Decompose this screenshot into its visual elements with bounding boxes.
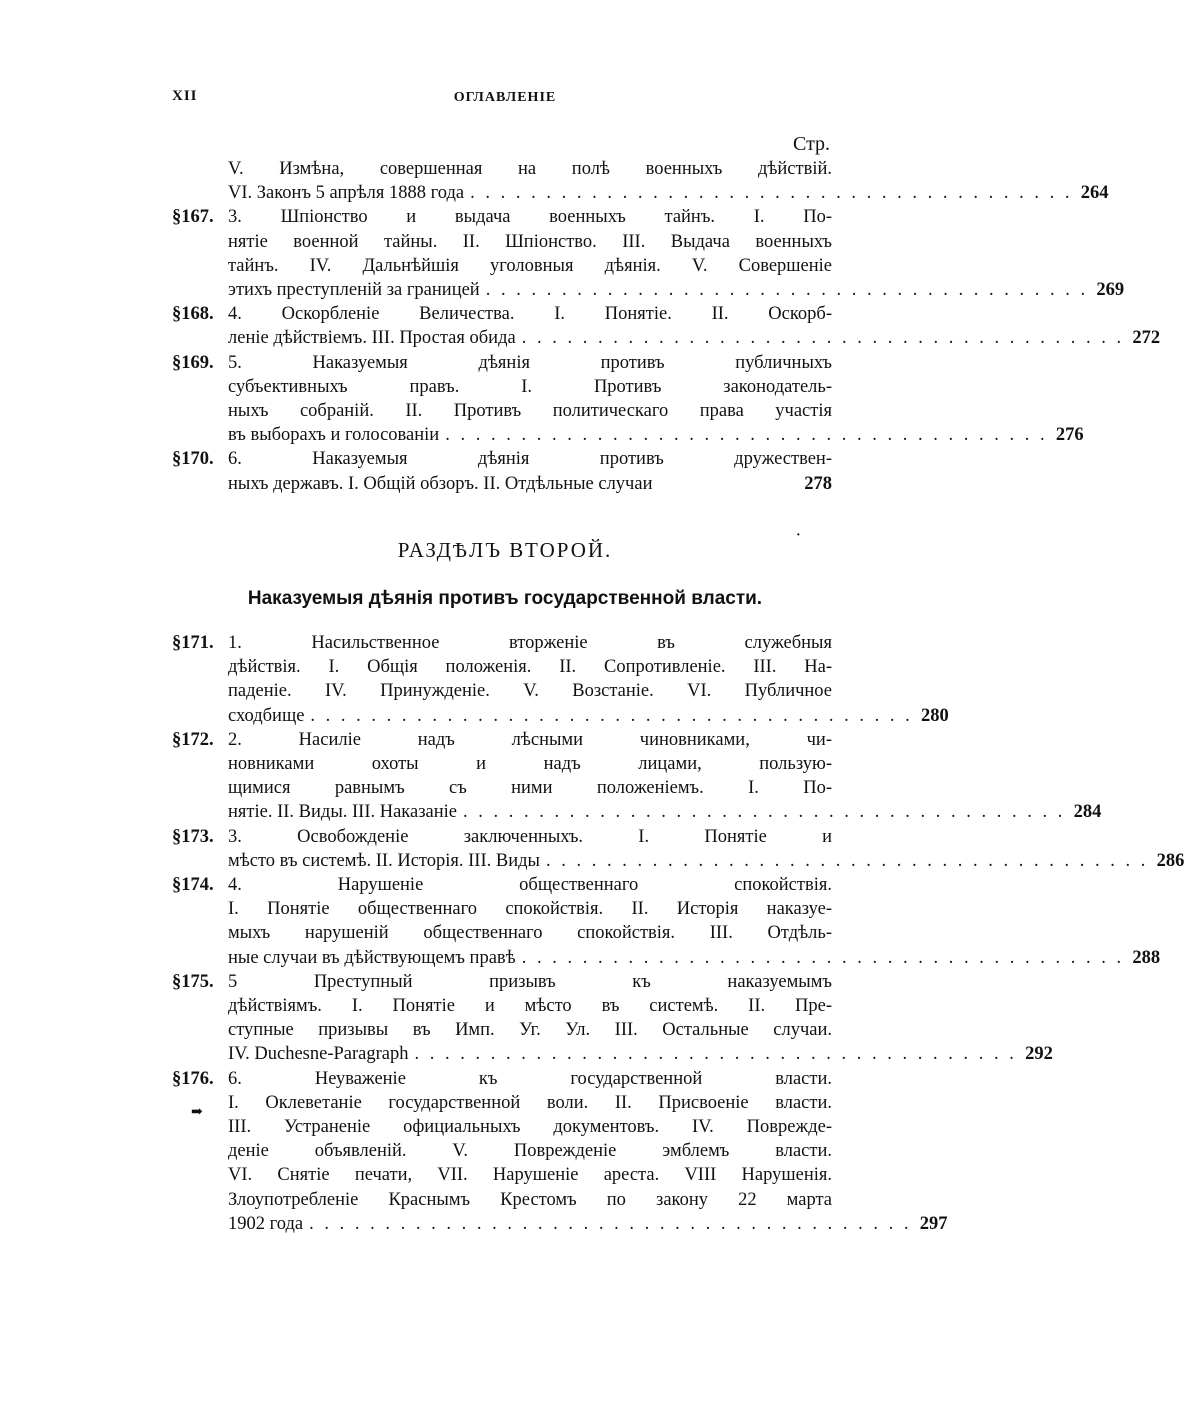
entry-text-line: щимися равнымъ съ ними положеніемъ. I. По- [228,778,832,799]
page-ref: 286 [1156,850,1184,871]
dot-leader: . . . . . . . . . . . . . . . . . . . . . . . . . . . . . . . . . . . . . . . . [445,425,1048,446]
entry-text-line: ныхъ собраній. II. Противъ политическаго права участія [228,401,832,422]
section-number: §172. [172,729,214,750]
dot-leader: . . . . . . . . . . . . . . . . . . . . . . . . . . . . . . . . . . . . . . . . [545,850,1149,871]
entry-text-line: паденіе. IV. Принужденіе. V. Возстаніе. VI. Публичное [228,681,832,702]
entry-text-line: деніе объявленій. V. Поврежденіе эмблемъ власти. [228,1141,832,1162]
page-ref: 284 [1073,802,1102,823]
section-number: §175. [172,971,214,992]
toc-entry [172,302,1161,350]
entry-text-line: сходбище [228,705,305,726]
entry-text-line: въ выборахъ и голосованіи [228,425,440,446]
entry-text-line: ступные призывы въ Имп. Уг. Ул. III. Остальные случаи. [228,1020,832,1041]
toc-entry [172,631,949,728]
entry-text-line: 4. Оскорбленіе Величества. I. Понятіе. II. Оскорб- [228,304,832,325]
entry-text-line: этихъ преступленій за границей [228,280,480,301]
entry-text-line: мѣсто въ системѣ. II. Исторія. III. Виды [228,850,540,871]
entry-text-line: VI. Законъ 5 апрѣля 1888 года [228,183,465,204]
entry-text-line: ныхъ державъ. I. Общій обзоръ. II. Отдѣльные случаи [228,473,653,494]
page-ref: 297 [919,1213,948,1234]
print-speck: ➡ [191,1105,203,1120]
dot-leader: . . . . . . . . . . . . . . . . . . . . . . . . . . . . . . . . . . . . . . . . [521,328,1125,349]
page-ref: 269 [1096,280,1125,301]
entry-text-line: 5. Наказуемыя дѣянія противъ публичныхъ [228,352,832,373]
section-number: §174. [172,875,214,896]
entry-text-line: леніе дѣйствіемъ. III. Простая обида [228,328,516,349]
entry-last-line [228,849,1184,873]
dot-leader: . . . . . . . . . . . . . . . . . . . . . . . . . . . . . . . . . . . . . . . . [470,183,1073,204]
entry-text-line: 5 Преступный призывъ къ наказуемымъ [228,971,832,992]
dot-leader: . . . . . . . . . . . . . . . . . . . . . . . . . . . . . . . . . . . . . . . . [521,947,1125,968]
section-title: РАЗДѢЛЪ ВТОРОЙ. [397,538,613,562]
entry-text-line: 4. Нарушеніе общественнаго спокойствія. [228,875,832,896]
entry-text-line: тайнъ. IV. Дальнѣйшія уголовныя дѣянія. V. Совершеніе [228,255,832,276]
toc-entry [172,825,1184,873]
entry-text-line: ные случаи въ дѣйствующемъ правѣ [228,947,516,968]
toc-entry [172,157,1109,205]
dot-leader: . . . . . . . . . . . . . . . . . . . . . . . . . . . . . . . . . . . . . . . . [310,705,913,726]
page-ref: 278 [804,473,832,494]
page-ref: 292 [1025,1044,1053,1065]
dot-leader: . . . . . . . . . . . . . . . . . . . . . . . . . . . . . . . . . . . . . . . . [309,1213,912,1234]
section-number: §176. [172,1068,214,1089]
entry-last-line [228,423,1084,447]
entry-text-line: 2. Насиліе надъ лѣсными чиновниками, чи- [228,729,832,750]
page-column-label: Стр. [793,133,831,155]
entry-text-line: VI. Снятіе печати, VII. Нарушеніе ареста. VIII Нарушенія. [228,1165,832,1186]
entry-text-line: IV. Duchesne-Paragraph [228,1044,409,1065]
dot-leader: . . . . . . . . . . . . . . . . . . . . . . . . . . . . . . . . . . . . . . . . [414,1044,1017,1065]
toc-entry [172,205,1125,302]
entry-last-line [228,326,1161,350]
entry-text-line: 6. Неуваженіе къ государственной власти. [228,1068,832,1089]
section-number: §167. [172,207,214,228]
running-title: ОГЛАВЛЕНІЕ [453,90,557,105]
entry-last-line [228,181,1109,205]
toc-part-2 [172,631,1184,1236]
section-number: §168. [172,304,214,325]
dot-leader: . . . . . . . . . . . . . . . . . . . . . . . . . . . . . . . . . . . . . . . . [463,802,1066,823]
toc-entry [172,1067,948,1236]
entry-text-line: субъективныхъ правъ. I. Противъ законодатель- [228,376,832,397]
page-ref: 288 [1132,947,1161,968]
entry-last-line [228,946,1161,970]
entry-last-line [228,278,1125,302]
section-number: §169. [172,352,214,373]
entry-text-line: V. Измѣна, совершенная на полѣ военныхъ дѣйствій. [228,159,832,179]
entry-text-line: дѣйствіямъ. I. Понятіе и мѣсто въ системѣ. II. Пре- [228,996,832,1017]
section-number: §173. [172,826,214,847]
entry-last-line [228,1042,1053,1066]
entry-text-line: I. Оклеветаніе государственной воли. II. Присвоеніе власти. [228,1092,832,1113]
toc-entry [172,970,1053,1067]
entry-last-line [228,704,949,728]
entry-text-line: 3. Освобожденіе заключенныхъ. I. Понятіе и [228,826,832,847]
entry-text-line: 6. Наказуемыя дѣянія противъ дружествен- [228,449,832,470]
page-ref: 276 [1055,425,1084,446]
print-speck: · [796,528,801,543]
toc-entry [172,447,832,495]
entry-text-line: 1902 года [228,1213,304,1234]
entry-text-line: Злоупотребленіе Краснымъ Крестомъ по закону 22 марта [228,1189,832,1210]
toc-entry [172,728,1102,825]
entry-text-line: I. Понятіе общественнаго спокойствія. II. Исторія наказуе- [228,899,832,920]
page-ref: 280 [921,705,949,726]
page-ref: 272 [1132,328,1161,349]
toc-entry [172,351,1084,448]
dot-leader: . . . . . . . . . . . . . . . . . . . . . . . . . . . . . . . . . . . . . . . . [485,280,1089,301]
entry-last-line [228,800,1102,824]
entry-text-line: новниками охоты и надъ лицами, пользую- [228,754,832,775]
entry-text-line: 3. Шпіонство и выдача военныхъ тайнъ. I. По- [228,207,832,228]
section-number: §171. [172,633,214,653]
section-number: §170. [172,449,214,470]
section-subtitle: Наказуемыя дѣянія противъ государственной власти. [247,588,763,609]
entry-text-line: 1. Насильственное вторженіе въ служебныя [228,633,832,653]
entry-text-line: мыхъ нарушеній общественнаго спокойствія. III. Отдѣль- [228,923,832,944]
page-number: XII [172,88,198,104]
entry-text-line: дѣйствія. I. Общія положенія. II. Сопротивленіе. III. На- [228,657,832,678]
toc-entry [172,873,1161,970]
entry-last-line [228,472,832,496]
page-ref: 264 [1080,183,1109,204]
entry-last-line [228,1212,948,1236]
entry-text-line: нятіе. II. Виды. III. Наказаніе [228,802,457,823]
toc-part-1 [172,157,1161,496]
entry-text-line: нятіе военной тайны. II. Шпіонство. III. Выдача военныхъ [228,231,832,252]
entry-text-line: III. Устраненіе официальныхъ документовъ. IV. Поврежде- [228,1117,832,1138]
